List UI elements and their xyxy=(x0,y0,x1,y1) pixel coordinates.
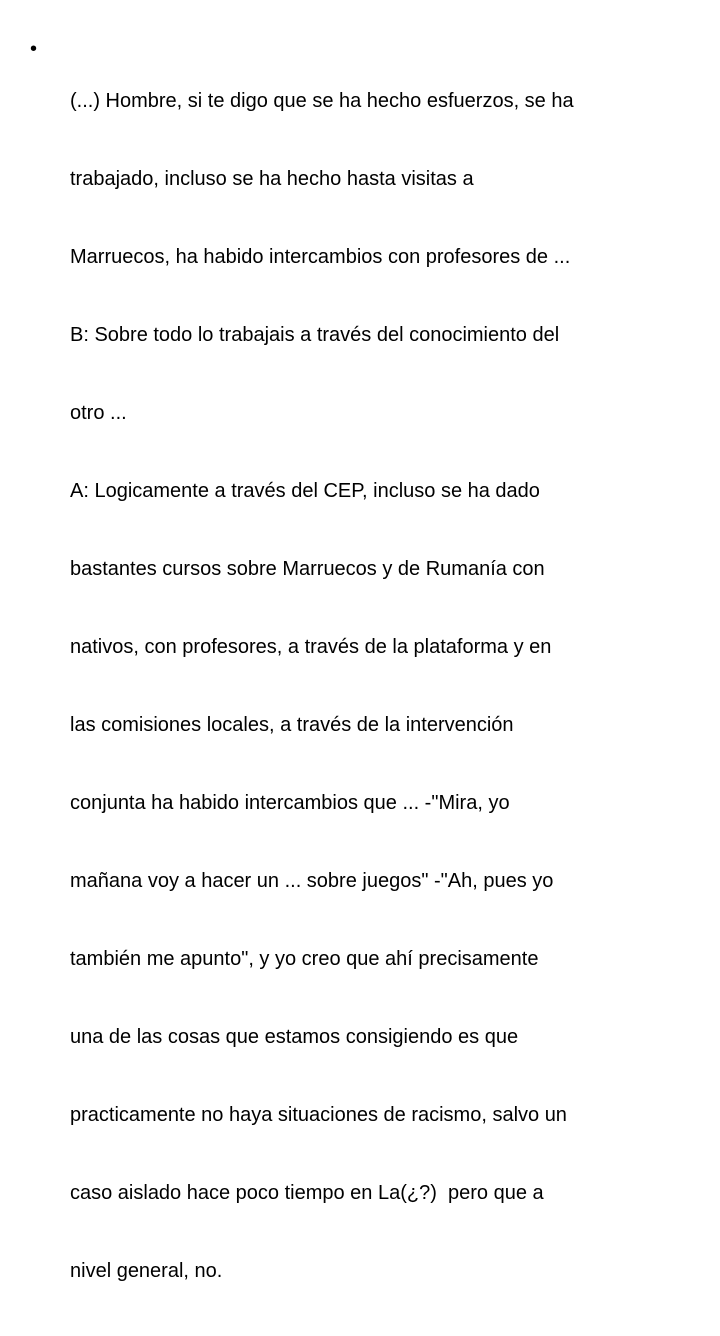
text-line: trabajado, incluso se ha hecho hasta visitas a xyxy=(70,168,474,190)
text-line: bastantes cursos sobre Marruecos y de Rumanía con xyxy=(70,558,545,580)
text-line: nivel general, no. xyxy=(70,1260,223,1282)
text-line: también me apunto", y yo creo que ahí precisamente xyxy=(70,948,539,970)
text-line: Marruecos, ha habido intercambios con profesores de ... xyxy=(70,246,571,268)
text-line: nativos, con profesores, a través de la plataforma y en xyxy=(70,636,552,658)
bullet-item xyxy=(30,36,690,1336)
text-line: otro ... xyxy=(70,402,127,424)
text-line: mañana voy a hacer un ... sobre juegos" -"Ah, pues yo xyxy=(70,870,554,892)
text-line: practicamente no haya situaciones de racismo, salvo un xyxy=(70,1104,567,1126)
text-line: A: Logicamente a través del CEP, incluso se ha dado xyxy=(70,480,540,502)
text-line: caso aislado hace poco tiempo en La(¿?) pero que a xyxy=(70,1182,544,1204)
bullet-icon: • xyxy=(30,38,38,60)
bullet-text xyxy=(70,36,690,1336)
text-line: una de las cosas que estamos consigiendo es que xyxy=(70,1026,519,1048)
text-line: B: Sobre todo lo trabajais a través del conocimiento del xyxy=(70,324,560,346)
text-line: las comisiones locales, a través de la intervención xyxy=(70,714,514,736)
text-line: (...) Hombre, si te digo que se ha hecho esfuerzos, se ha xyxy=(70,90,574,112)
text-line: conjunta ha habido intercambios que ... -"Mira, yo xyxy=(70,792,510,814)
